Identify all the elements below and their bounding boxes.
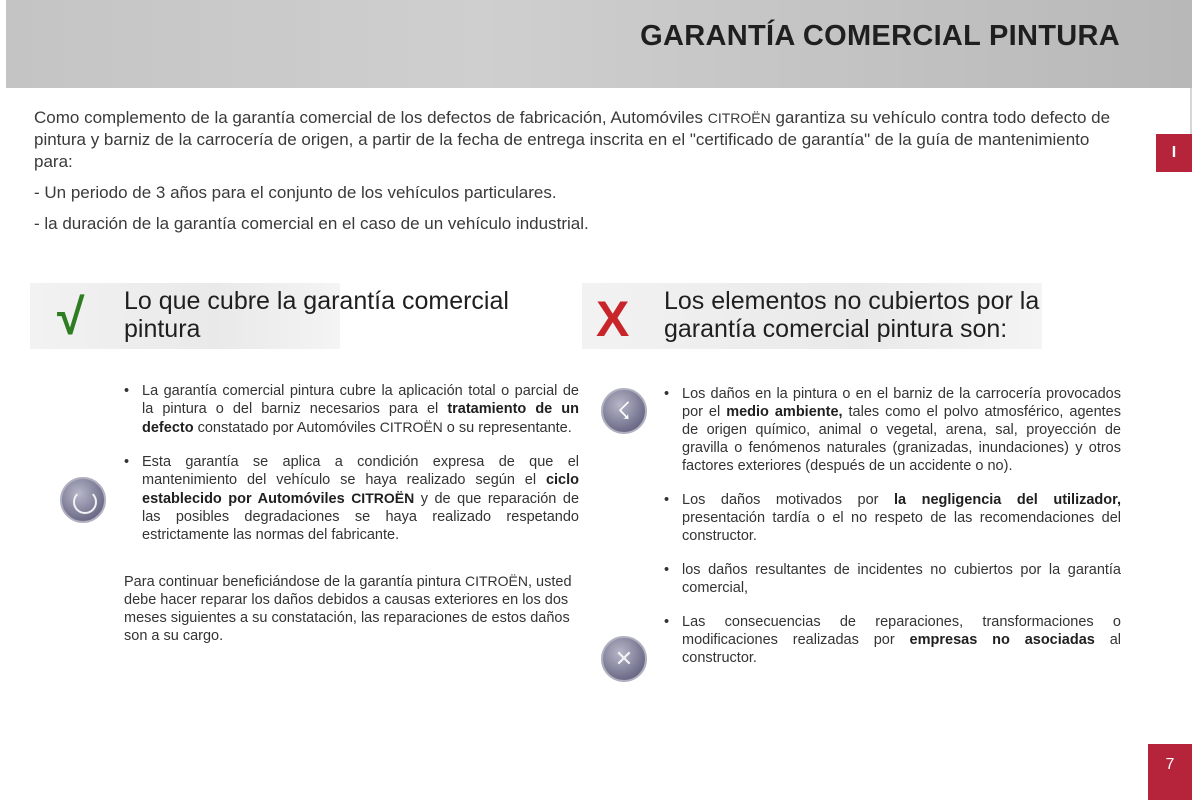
list-item <box>664 613 1121 667</box>
list-item <box>664 491 1121 545</box>
covered-section-title: Lo que cubre la garantía comercial pintura <box>124 287 509 343</box>
page-number <box>1148 744 1192 800</box>
chapter-tab-marker: I <box>1156 134 1192 172</box>
item-text: Esta garantía se aplica a condición expresa de que el mantenimiento del vehículo se haya realizado según el <box>142 454 579 488</box>
list-item <box>124 382 579 437</box>
intro-bullet-2: - la duración de la garantía comercial en el caso de un vehículo industrial. <box>34 214 589 233</box>
bullet-dot: • <box>664 562 670 578</box>
check-icon: √ <box>57 289 85 345</box>
bullet-dot: • <box>664 614 670 630</box>
bullet-dot: • <box>664 492 670 508</box>
list-item <box>124 453 579 544</box>
page-number-text: 7 <box>1165 756 1175 773</box>
brand-name: CITROËN <box>379 419 443 435</box>
intro-text-a: Como complemento de la garantía comercial de los defectos de fabricación, Automóviles <box>34 108 708 127</box>
item-text: o su representante. <box>442 420 572 436</box>
covered-list <box>124 382 579 660</box>
not-covered-section-title: Los elementos no cubiertos por la garantía comercial pintura son: <box>664 287 1040 343</box>
item-text: Las consecuencias de reparaciones, transformaciones o modificaciones realizadas por <box>682 614 1121 648</box>
bullet-dot: • <box>124 454 130 470</box>
item-text: Los daños en la pintura o en el barniz de la carrocería provocados por el <box>682 386 1121 420</box>
not-covered-list <box>664 385 1121 683</box>
item-emphasis: tratamiento de un defecto <box>142 401 579 436</box>
intro-text-b: garantiza su vehículo contra todo defecto de pintura y barniz de la carrocería de origen, a partir de la fecha de entrega inscrita en el "certificado de garantía" de la guía de mantenimiento para: <box>34 108 1111 171</box>
brand-name: CITROËN <box>351 490 415 506</box>
list-item <box>664 561 1121 597</box>
item-text: y de que reparación de las posibles degradaciones se haya realizado respetando estrictamente las normas del fabricante. <box>142 491 580 543</box>
intro-bullet-1: - Un periodo de 3 años para el conjunto de los vehículos particulares. <box>34 183 557 202</box>
item-emphasis: ciclo establecido por Automóviles <box>142 472 579 507</box>
item-text: La garantía comercial pintura cubre la aplicación total o parcial de la pintura o del barniz necesarios para el <box>142 383 579 417</box>
item-text: presentación tardía o el no respeto de las recomendaciones del constructor. <box>682 510 1121 544</box>
environment-lightning-icon <box>601 388 647 434</box>
non-associated-company-icon <box>601 636 647 682</box>
item-text: tales como el polvo atmosférico, agentes de origen químico, animal o vegetal, arena, sal, proyección de gravilla o fenómenos naturales (granizadas, inundaciones) y otros factores exteriores (después de un accidente o no). <box>682 404 1121 474</box>
page-title: GARANTÍA COMERCIAL PINTURA <box>640 20 1120 52</box>
item-text: Los daños motivados por <box>682 492 894 508</box>
brand-name: CITROËN <box>707 110 771 126</box>
maintenance-cycle-icon <box>60 477 106 523</box>
item-emphasis: la negligencia del utilizador, <box>893 492 1122 508</box>
intro-paragraph <box>34 107 1124 173</box>
bullet-dot: • <box>664 386 670 402</box>
note-text: Para continuar beneficiándose de la garantía pintura <box>124 574 465 590</box>
item-text: constatado por Automóviles <box>193 420 380 436</box>
item-text: los daños resultantes de incidentes no cubiertos por la garantía comercial, <box>682 562 1121 596</box>
brand-name: CITROËN <box>464 573 528 589</box>
intro-section <box>34 107 1124 235</box>
item-emphasis: medio ambiente, <box>726 404 843 420</box>
note-text: , usted debe hacer reparar los daños debidos a causas exteriores en los dos meses siguientes a su constatación, las reparaciones de estos daños son a su cargo. <box>124 574 572 644</box>
item-text: al constructor. <box>682 632 1121 666</box>
item-emphasis: empresas no asociadas <box>909 632 1095 648</box>
list-item <box>664 385 1121 475</box>
cross-icon: X <box>596 291 630 347</box>
covered-note <box>124 572 579 645</box>
bullet-dot: • <box>124 383 130 399</box>
